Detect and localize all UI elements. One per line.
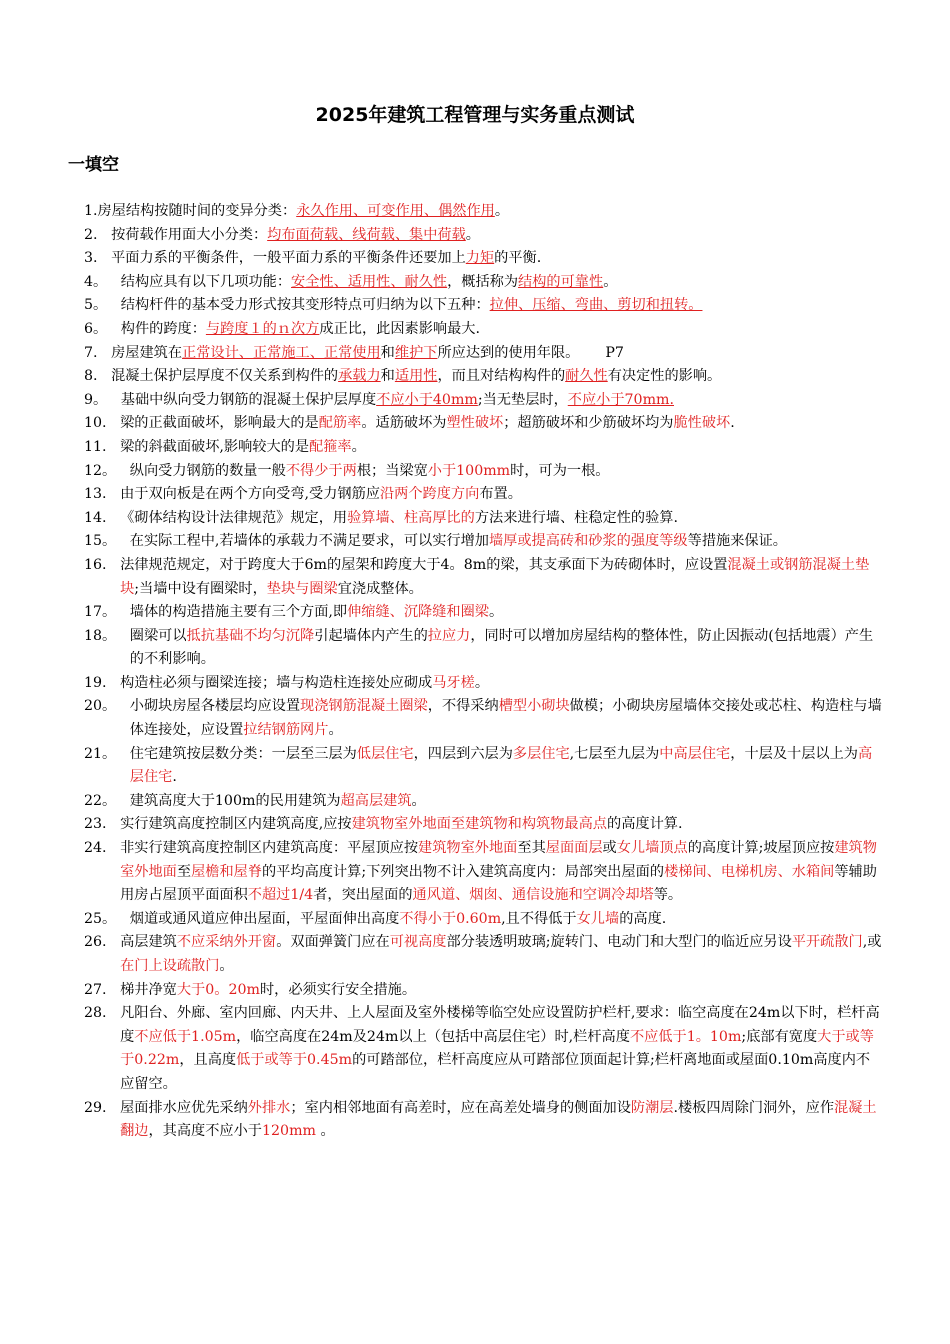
list-item <box>84 436 884 460</box>
item-text <box>111 365 884 389</box>
question-text: 至 <box>176 863 192 880</box>
item-number: 18。 <box>84 627 130 644</box>
question-text: 非实行建筑高度控制区内建筑高度：平屋顶应按 <box>120 840 419 857</box>
page-reference: P7 <box>605 344 624 361</box>
question-text: .楼板四周除门洞外，应作 <box>673 1099 835 1116</box>
question-text: ，且高度 <box>179 1052 237 1069</box>
item-text <box>130 460 884 484</box>
item-text <box>130 695 884 742</box>
answer-text: 屋面面层 <box>545 840 603 857</box>
item-number: 21。 <box>84 745 130 762</box>
item-number: 9。 <box>84 391 121 408</box>
answer-text: 女儿墙顶点 <box>616 840 688 857</box>
question-text: 结构应具有以下几项功能： <box>120 273 292 290</box>
question-text: 梯井净宽 <box>120 981 177 998</box>
list-item <box>84 837 884 908</box>
item-number: 5。 <box>84 297 121 314</box>
question-text: . <box>730 415 735 432</box>
page-title: 2025年建筑工程管理与实务重点测试 <box>315 104 635 126</box>
question-text: ，而且对结构构件的 <box>437 368 566 385</box>
answer-text: 中高层住宅 <box>659 745 731 762</box>
answer-text: 不得少于两 <box>285 462 357 479</box>
list-item <box>84 931 884 978</box>
item-text <box>120 412 884 436</box>
fill-in-list <box>84 200 884 1144</box>
question-text: ，其高度不应小于 <box>148 1123 262 1140</box>
section-heading: 一填空 <box>68 155 119 175</box>
list-item <box>84 695 884 742</box>
answer-text: 混凝土翻边 <box>120 1099 877 1140</box>
answer-text: 沿两个跨度方向 <box>379 486 480 503</box>
question-text: 引起墙体内产生的 <box>314 627 428 644</box>
list-item <box>84 318 884 342</box>
answer-text: 垫块与圈梁 <box>266 580 338 597</box>
question-text: 的平衡. <box>494 250 542 267</box>
list-item <box>84 554 884 601</box>
question-text: ；超筋破坏和少筋破坏均为 <box>503 415 674 432</box>
item-text <box>120 672 884 696</box>
question-text: ;当无垫层时， <box>477 391 568 408</box>
answer-text: 现浇钢筋混凝土圈梁 <box>300 698 428 715</box>
list-item <box>84 743 884 790</box>
item-number: 28. <box>84 1005 121 1022</box>
question-text: ;当墙中设有圈梁时， <box>134 580 267 597</box>
question-text: ，十层及十层以上为 <box>730 745 858 762</box>
item-text <box>111 342 884 366</box>
answer-text: 不得小于0.60m <box>399 910 502 927</box>
question-text: 按荷载作用面大小分类： <box>111 226 268 243</box>
question-text: 墙体的构造措施主要有三个方面,即 <box>129 604 348 621</box>
question-text: 。 <box>328 722 343 739</box>
answer-text: 120mm <box>262 1123 316 1140</box>
question-text: 方法来进行墙、柱稳定性的验算. <box>474 509 678 526</box>
question-text: 由于双向板是在两个方向受弯,受力钢筋应 <box>120 486 380 503</box>
item-number: 4。 <box>84 273 121 290</box>
question-text: 至其 <box>517 840 546 857</box>
answer-text: 拉结钢筋网片 <box>243 722 329 739</box>
answer-text: 大于或等于0.22m <box>120 1028 874 1069</box>
question-text: 建筑高度大于100m的民用建筑为 <box>129 792 341 809</box>
list-item <box>84 483 884 507</box>
answer-text: 配筋率 <box>318 415 362 432</box>
question-text: 梁的正截面破坏，影响最大的是 <box>120 415 319 432</box>
answer-text: 低层住宅 <box>356 745 414 762</box>
list-item <box>84 200 884 224</box>
item-text <box>120 1002 884 1096</box>
question-text: 者，突出屋面的 <box>313 887 413 904</box>
question-text: 。 <box>219 958 234 974</box>
answer-text: 承载力 <box>338 368 381 385</box>
answer-text: 楼梯间、电梯机房、水箱间 <box>664 863 835 880</box>
item-number: 26. <box>84 934 121 951</box>
question-text: 的可踏部位，栏杆高度应从可踏部位顶面起计算;栏杆离地面或屋面0.10m高度内不应留空。 <box>120 1052 871 1092</box>
answer-text: 多层住宅 <box>512 745 570 762</box>
question-text: 屋面排水应优先采纳 <box>120 1099 248 1116</box>
answer-text: 建筑物室外地面 <box>120 840 877 880</box>
item-number: 2. <box>84 226 112 243</box>
question-text: 平面力系的平衡条件，一般平面力系的平衡条件还要加上 <box>111 250 466 267</box>
question-text: 。 <box>316 1123 335 1140</box>
question-text: 实行建筑高度控制区内建筑高度,应按 <box>120 816 352 833</box>
answer-text: 混凝土或钢筋混凝土垫块 <box>120 556 870 597</box>
question-text: 。 <box>351 438 366 455</box>
question-text: 梁的斜截面破坏,影响较大的是 <box>120 438 310 455</box>
answer-text: 不应采纳外开窗 <box>176 934 277 951</box>
answer-text: 建筑物室外地面 <box>418 840 518 857</box>
item-text <box>120 507 884 531</box>
question-text: ，临空高度在24m及24m以上（包括中高层住宅）时,栏杆高度 <box>236 1028 630 1045</box>
answer-text: 耐久性 <box>565 368 608 385</box>
item-number: 15。 <box>84 533 130 550</box>
answer-text: 建筑物室外地面至建筑物和构筑物最高点 <box>351 816 607 833</box>
item-number: 29. <box>84 1099 121 1116</box>
question-text: 时，可为一根。 <box>510 462 610 479</box>
item-text <box>120 837 884 908</box>
list-item <box>84 908 884 932</box>
list-item <box>84 224 884 248</box>
question-text: 。适筋破坏为 <box>361 415 447 432</box>
answer-text: 塑性破坏 <box>446 415 504 432</box>
item-number: 8. <box>84 368 112 385</box>
item-text <box>130 790 884 814</box>
item-number: 6。 <box>84 320 121 337</box>
item-text <box>120 931 884 978</box>
answer-text: 在门上设疏散门 <box>120 958 220 974</box>
answer-text: 可视高度 <box>389 934 447 951</box>
answer-text: 安全性、适用性、耐久性 <box>291 273 448 290</box>
answer-text: 拉应力 <box>427 627 471 644</box>
question-text: 和 <box>380 344 395 361</box>
item-text <box>130 530 884 554</box>
item-number: 27. <box>84 981 121 998</box>
answer-text: 女儿墙 <box>576 910 620 927</box>
answer-text: 适用性 <box>394 368 438 385</box>
answer-text: 通风道、烟囱、通信设施和空调冷却塔 <box>412 887 654 904</box>
question-text: 小砌块房屋各楼层均应设置 <box>129 698 301 715</box>
answer-text: 不应小于70mm. <box>567 391 674 408</box>
answer-text: 墙厚或提高砖和砂浆的强度等级 <box>488 533 688 550</box>
question-text: 。 <box>465 226 480 243</box>
answer-text: 不应小于40mm <box>376 391 478 408</box>
question-text: 房屋建筑在 <box>111 344 183 361</box>
list-item <box>84 979 884 1003</box>
question-text: 纵向受力钢筋的数量一般 <box>129 462 286 479</box>
item-number: 23. <box>84 816 121 833</box>
answer-text: 大于0。20m <box>176 981 260 998</box>
item-number: 1. <box>84 203 98 219</box>
question-text: 和 <box>380 368 395 385</box>
list-item <box>84 601 884 625</box>
answer-text: 力矩 <box>465 250 495 267</box>
list-item <box>84 389 884 413</box>
item-text <box>130 625 884 672</box>
list-item <box>84 365 884 389</box>
item-number: 13. <box>84 486 121 503</box>
answer-text: 超高层建筑 <box>340 792 412 809</box>
answer-text: 不超过1/4 <box>247 887 314 904</box>
question-text: ；室内相邻地面有高差时，应在高差处墙身的侧面加设 <box>290 1099 631 1116</box>
item-text <box>121 294 884 318</box>
question-text: 法律规范规定，对于跨度大于6m的屋架和跨度大于4。8m的梁，其支承面下为砖砌体时，应设置 <box>120 556 728 573</box>
answer-text: 配箍率 <box>309 438 352 455</box>
question-text: ，同时可以增加房屋结构的整体性，防止因振动(包括地震）产生的不利影响。 <box>129 627 874 668</box>
list-item <box>84 460 884 484</box>
answer-text: 伸缩缝、沉降缝和圈梁 <box>347 604 489 621</box>
question-text: 圈梁可以 <box>129 627 187 644</box>
item-number: 11. <box>84 438 121 455</box>
question-text: 布置。 <box>479 486 522 503</box>
list-item <box>84 672 884 696</box>
list-item <box>84 507 884 531</box>
question-text: 做模；小砌块房屋墙体交接处或芯柱、构造柱与墙体连接处，应设置 <box>129 698 882 739</box>
answer-text: 小于100mm <box>427 462 511 479</box>
question-text: 在实际工程中,若墙体的承载力不满足要求，可以实行增加 <box>129 533 489 550</box>
item-text <box>130 743 884 790</box>
item-text <box>111 224 884 248</box>
question-text: ，概括称为 <box>447 273 519 290</box>
list-item <box>84 813 884 837</box>
question-text: 的高度计算;坡屋顶应按 <box>687 840 835 857</box>
question-text: 的高度计算. <box>607 816 683 833</box>
question-text: 。双面弹簧门应在 <box>276 934 390 951</box>
item-number: 22。 <box>84 792 130 809</box>
question-text: 结构杆件的基本受力形式按其变形特点可归纳为以下五种： <box>120 297 490 314</box>
question-text: ;底部有宽度 <box>741 1028 818 1045</box>
question-text: 部分装透明玻璃;旋转门、电动门和大型门的临近应另设 <box>446 934 792 951</box>
item-number: 19. <box>84 674 121 691</box>
question-text: 的平均高度计算;下列突出物不计入建筑高度内：局部突出屋面的 <box>262 863 665 880</box>
item-number: 16. <box>84 556 121 573</box>
question-text: 或 <box>602 840 617 857</box>
answer-text: 抵抗基础不均匀沉降 <box>186 627 315 644</box>
list-item <box>84 1097 884 1144</box>
item-number: 10. <box>84 415 121 432</box>
answer-text: 均布面荷载、线荷载、集中荷载 <box>267 226 466 243</box>
question-text: 混凝土保护层厚度不仅关系到构件的 <box>111 368 339 385</box>
list-item <box>84 271 884 295</box>
answer-text: 正常设计、正常施工、正常使用 <box>182 344 381 361</box>
question-text: 成正比，此因素影响最大. <box>319 320 480 337</box>
question-text: 房屋结构按随时间的变异分类： <box>97 203 297 219</box>
item-number: 14. <box>84 509 121 526</box>
question-text: ,或 <box>862 934 882 951</box>
item-number: 20。 <box>84 698 130 715</box>
item-text <box>120 554 884 601</box>
question-text: 等辅助用房占屋顶平面面积 <box>120 863 877 904</box>
item-text <box>130 601 884 625</box>
item-text <box>130 908 884 932</box>
question-text: 构件的跨度： <box>120 320 206 337</box>
question-text: 基础中纵向受力钢筋的混凝土保护层厚度 <box>120 391 377 408</box>
item-text <box>121 389 884 413</box>
item-number: 24. <box>84 840 121 857</box>
question-text: 等措施来保证。 <box>687 533 787 550</box>
item-text <box>120 1097 884 1144</box>
question-text: 。 <box>474 674 490 691</box>
item-number: 12。 <box>84 462 130 479</box>
list-item <box>84 342 884 366</box>
question-text: 。 <box>411 792 426 809</box>
item-number: 3. <box>84 250 112 267</box>
question-text: ，四层到六层为 <box>413 745 513 762</box>
question-text: 所应达到的使用年限。 <box>437 344 580 361</box>
question-text: 《砌体结构设计法律规范》规定，用 <box>120 509 348 526</box>
list-item <box>84 530 884 554</box>
list-item <box>84 625 884 672</box>
list-item <box>84 247 884 271</box>
question-text: 。 <box>603 273 618 290</box>
item-text <box>120 979 884 1003</box>
answer-text: 高层住宅 <box>129 745 873 786</box>
item-number: 17。 <box>84 604 130 621</box>
item-number: 25。 <box>84 910 130 927</box>
question-text: 的高度. <box>619 910 667 927</box>
question-text: 宜浇成整体。 <box>337 580 423 597</box>
question-text: 高层建筑 <box>120 934 177 951</box>
question-text: 等。 <box>653 887 683 904</box>
answer-text: 防潮层 <box>630 1099 674 1116</box>
answer-text: 平开疏散门 <box>791 934 863 951</box>
item-number: 7. <box>84 344 112 361</box>
answer-text: 永久作用、可变作用、偶然作用 <box>296 203 495 219</box>
answer-text: 屋檐和屋脊 <box>191 863 263 880</box>
answer-text: 不应低于1.05m <box>134 1028 237 1045</box>
question-text: 。 <box>494 203 510 219</box>
list-item <box>84 790 884 814</box>
answer-text: 脆性破坏 <box>673 415 731 432</box>
answer-text: 结构的可靠性 <box>518 273 604 290</box>
question-text: 凡阳台、外廊、室内回廊、内天井、上人屋面及室外楼梯等临空处应设置防护栏杆,要求：临空高度在24m以下时，栏杆高度 <box>120 1005 880 1045</box>
item-text <box>98 200 884 224</box>
question-text: ,七层至九层为 <box>569 745 660 762</box>
item-text <box>120 436 884 460</box>
item-text <box>111 247 884 271</box>
list-item <box>84 412 884 436</box>
answer-text: 外排水 <box>247 1099 291 1116</box>
answer-text: 验算墙、柱高厚比的 <box>347 509 475 526</box>
answer-text: 低于或等于0.45m <box>236 1052 353 1069</box>
answer-text: 与跨度１的ｎ次方 <box>205 320 320 337</box>
question-text: ,且不得低于 <box>501 910 577 927</box>
question-text: ，不得采纳 <box>427 698 499 715</box>
answer-text: 马牙槎 <box>432 674 475 691</box>
item-text <box>120 483 884 507</box>
question-text: 时，必须实行安全措施。 <box>259 981 417 998</box>
question-text: 烟道或通风道应伸出屋面，平屋面伸出高度 <box>129 910 400 927</box>
item-text <box>121 318 884 342</box>
question-text: 构造柱必须与圈梁连接；墙与构造柱连接处应砌成 <box>120 674 433 691</box>
answer-text: 不应低于1。10m <box>629 1028 742 1045</box>
list-item <box>84 294 884 318</box>
question-text: 有决定性的影响。 <box>607 368 722 385</box>
question-text: . <box>172 769 177 786</box>
question-text: 。 <box>489 604 504 621</box>
item-text <box>120 813 884 837</box>
answer-text: 拉伸、压缩、弯曲、剪切和扭转。 <box>489 297 703 314</box>
question-text: 住宅建筑按层数分类：一层至三层为 <box>129 745 357 762</box>
list-item <box>84 1002 884 1096</box>
item-text <box>121 271 884 295</box>
answer-text: 维护下 <box>394 344 438 361</box>
answer-text: 槽型小砌块 <box>498 698 570 715</box>
question-text: 根；当梁宽 <box>356 462 428 479</box>
